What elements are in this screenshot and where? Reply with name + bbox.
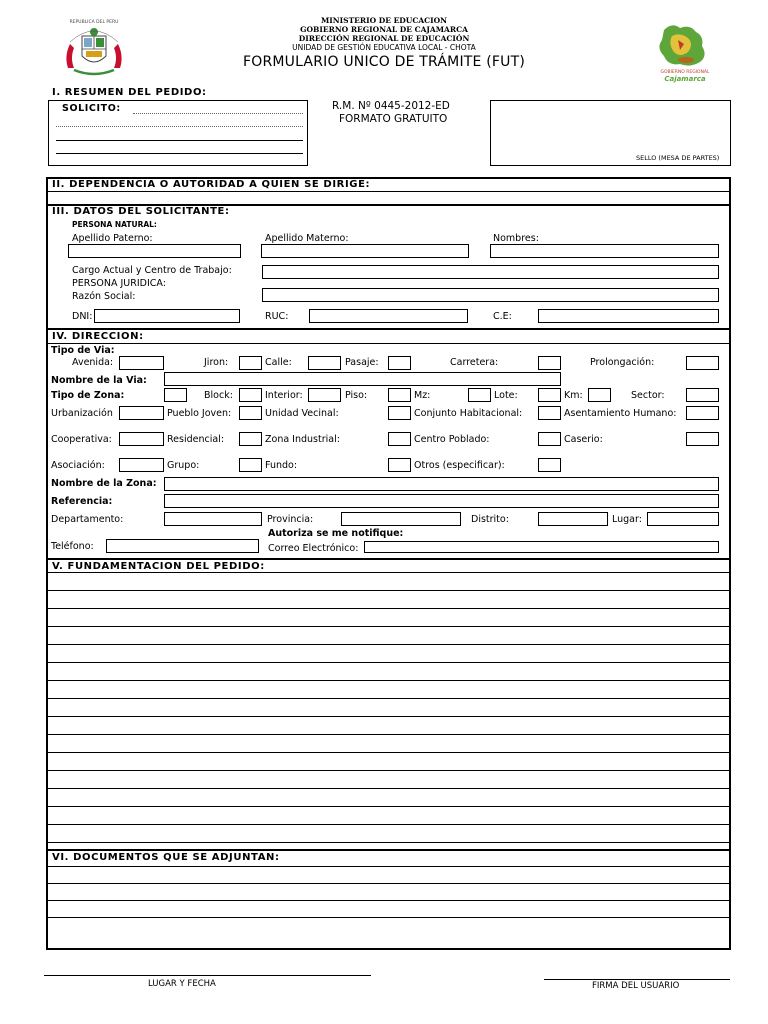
grupo-checkbox[interactable] — [239, 458, 262, 472]
jiron-label: Jiron: — [204, 357, 229, 368]
piso-label: Piso: — [345, 390, 368, 401]
rule-v-end — [47, 849, 730, 851]
section-v-title: V. FUNDAMENTACION DEL PEDIDO: — [52, 561, 265, 572]
cajamarca-region-logo: GOBIERNO REGIONAL Cajamarca — [650, 22, 720, 82]
ruc-field[interactable] — [309, 309, 468, 323]
direction-heading: DIRECCIÓN REGIONAL DE EDUCACIÓN — [298, 34, 470, 43]
calle-label: Calle: — [265, 357, 292, 368]
correo-label: Correo Electrónico: — [268, 543, 359, 554]
km-label: Km: — [564, 390, 583, 401]
zona-industrial-checkbox[interactable] — [388, 432, 411, 446]
block-label: Block: — [204, 390, 233, 401]
autoriza-label: Autoriza se me notifique: — [268, 528, 404, 539]
section-ii-title: II. DEPENDENCIA O AUTORIDAD A QUIEN SE DIRIGE: — [52, 179, 371, 190]
otros-label: Otros (especificar): — [414, 460, 505, 471]
section-iii-title: III. DATOS DEL SOLICITANTE: — [52, 206, 230, 217]
ugel-heading: UNIDAD DE GESTIÓN EDUCATIVA LOCAL - CHOTA — [292, 43, 476, 52]
fundamentacion-writing-line[interactable] — [48, 770, 729, 771]
documentos-writing-line[interactable] — [48, 917, 729, 918]
nombre-zona-field[interactable] — [164, 477, 719, 491]
formato-gratuito: FORMATO GRATUITO — [339, 113, 448, 125]
avenida-checkbox[interactable] — [119, 356, 164, 370]
sello-label: SELLO (MESA DE PARTES) — [636, 154, 720, 162]
asentamiento-humano-checkbox[interactable] — [686, 406, 719, 420]
conjunto-habitacional-label: Conjunto Habitacional: — [414, 408, 523, 419]
fundamentacion-writing-line[interactable] — [48, 824, 729, 825]
caserio-checkbox[interactable] — [686, 432, 719, 446]
fundamentacion-writing-line[interactable] — [48, 572, 729, 573]
nombre-zona-label: Nombre de la Zona: — [51, 478, 157, 489]
nombre-via-label: Nombre de la Via: — [51, 375, 147, 386]
interior-label: Interior: — [265, 390, 303, 401]
distrito-label: Distrito: — [471, 514, 509, 525]
apellido-paterno-field[interactable] — [68, 244, 241, 258]
unidad-vecinal-label: Unidad Vecinal: — [265, 408, 339, 419]
carretera-checkbox[interactable] — [538, 356, 561, 370]
frame-right — [729, 177, 731, 950]
fundamentacion-writing-line[interactable] — [48, 734, 729, 735]
razon-social-label: Razón Social: — [72, 291, 136, 302]
lugar-fecha-line[interactable] — [44, 975, 371, 976]
tipo-zona-checkbox[interactable] — [164, 388, 187, 402]
documentos-writing-line[interactable] — [48, 883, 729, 884]
caserio-label: Caserio: — [564, 434, 603, 445]
block-checkbox[interactable] — [239, 388, 262, 402]
section-vi-title: VI. DOCUMENTOS QUE SE ADJUNTAN: — [52, 852, 280, 863]
gov-heading: GOBIERNO REGIONAL DE CAJAMARCA — [300, 25, 468, 34]
lugar-label: Lugar: — [612, 514, 642, 525]
fundamentacion-writing-line[interactable] — [48, 842, 729, 843]
documentos-writing-line[interactable] — [48, 900, 729, 901]
solicito-line-3[interactable] — [56, 140, 303, 141]
residencial-checkbox[interactable] — [239, 432, 262, 446]
dni-label: DNI: — [72, 311, 93, 322]
rm-number: R.M. Nº 0445-2012-ED — [332, 100, 450, 112]
frame-left — [46, 177, 48, 950]
section-i-title: I. RESUMEN DEL PEDIDO: — [52, 87, 207, 98]
pasaje-label: Pasaje: — [345, 357, 379, 368]
rule-ii — [48, 191, 729, 192]
apellido-materno-field[interactable] — [261, 244, 469, 258]
rule-iv — [48, 343, 729, 344]
form-title: FORMULARIO UNICO DE TRÁMITE (FUT) — [242, 54, 526, 70]
sector-label: Sector: — [631, 390, 665, 401]
jiron-checkbox[interactable] — [239, 356, 262, 370]
departamento-label: Departamento: — [51, 514, 124, 525]
grupo-label: Grupo: — [167, 460, 200, 471]
provincia-field[interactable] — [341, 512, 461, 526]
persona-natural-label: PERSONA NATURAL: — [72, 220, 157, 229]
cargo-field[interactable] — [262, 265, 719, 279]
asociacion-label: Asociación: — [51, 460, 105, 471]
fundamentacion-writing-line[interactable] — [48, 806, 729, 807]
zona-industrial-label: Zona Industrial: — [265, 434, 340, 445]
lote-label: Lote: — [494, 390, 518, 401]
lugar-fecha-label: LUGAR Y FECHA — [148, 979, 216, 989]
mz-label: Mz: — [414, 390, 431, 401]
sector-checkbox[interactable] — [686, 388, 719, 402]
ministry-heading: MINISTERIO DE EDUCACION — [320, 16, 448, 25]
pueblo-joven-label: Pueblo Joven: — [167, 408, 232, 419]
prolongacion-label: Prolongación: — [590, 357, 655, 368]
asentamiento-humano-label: Asentamiento Humano: — [564, 408, 677, 419]
referencia-label: Referencia: — [51, 496, 113, 507]
persona-juridica-label: PERSONA JURIDICA: — [72, 278, 166, 289]
solicito-line-1[interactable] — [133, 113, 303, 114]
fundamentacion-writing-line[interactable] — [48, 698, 729, 699]
firma-label: FIRMA DEL USUARIO — [592, 981, 680, 991]
referencia-field[interactable] — [164, 494, 719, 508]
solicito-line-2[interactable] — [56, 126, 303, 127]
calle-checkbox[interactable] — [308, 356, 341, 370]
rule-vi-end — [47, 948, 730, 950]
pueblo-joven-checkbox[interactable] — [239, 406, 262, 420]
tipo-via-label: Tipo de Via: — [51, 345, 115, 356]
fundamentacion-writing-line[interactable] — [48, 752, 729, 753]
rule-iii-end — [47, 328, 730, 330]
avenida-label: Avenida: — [72, 357, 114, 368]
fundo-checkbox[interactable] — [388, 458, 411, 472]
piso-checkbox[interactable] — [388, 388, 411, 402]
cargo-label: Cargo Actual y Centro de Trabajo: — [72, 265, 232, 276]
mz-checkbox[interactable] — [468, 388, 491, 402]
unidad-vecinal-checkbox[interactable] — [388, 406, 411, 420]
lugar-field[interactable] — [647, 512, 719, 526]
dni-field[interactable] — [94, 309, 240, 323]
urbanizacion-label: Urbanización — [51, 408, 113, 419]
tipo-zona-label: Tipo de Zona: — [51, 390, 125, 401]
solicito-label: SOLICITO: — [62, 103, 121, 114]
prolongacion-checkbox[interactable] — [686, 356, 719, 370]
fundamentacion-writing-line[interactable] — [48, 608, 729, 609]
otros-checkbox[interactable] — [538, 458, 561, 472]
rule-iv-end — [47, 558, 730, 560]
fundo-label: Fundo: — [265, 460, 298, 471]
correo-field[interactable] — [364, 541, 719, 553]
apellido-paterno-label: Apellido Paterno: — [72, 233, 153, 244]
conjunto-habitacional-checkbox[interactable] — [538, 406, 561, 420]
ce-field[interactable] — [538, 309, 719, 323]
telefono-field[interactable] — [106, 539, 259, 553]
apellido-materno-label: Apellido Materno: — [265, 233, 349, 244]
nombres-field[interactable] — [490, 244, 719, 258]
ruc-label: RUC: — [265, 311, 289, 322]
documentos-writing-line[interactable] — [48, 866, 729, 867]
fundamentacion-writing-line[interactable] — [48, 716, 729, 717]
nombre-via-field[interactable] — [164, 372, 561, 386]
fundamentacion-writing-line[interactable] — [48, 680, 729, 681]
cooperativa-checkbox[interactable] — [119, 432, 164, 446]
fundamentacion-writing-line[interactable] — [48, 644, 729, 645]
fundamentacion-writing-line[interactable] — [48, 788, 729, 789]
fundamentacion-writing-line[interactable] — [48, 662, 729, 663]
interior-checkbox[interactable] — [308, 388, 341, 402]
centro-poblado-checkbox[interactable] — [538, 432, 561, 446]
ce-label: C.E: — [493, 311, 512, 322]
departamento-field[interactable] — [164, 512, 262, 526]
residencial-label: Residencial: — [167, 434, 225, 445]
nombres-label: Nombres: — [493, 233, 539, 244]
peru-coat-of-arms-logo: REPUBLICA DEL PERU — [60, 22, 128, 80]
km-checkbox[interactable] — [588, 388, 611, 402]
asociacion-checkbox[interactable] — [119, 458, 164, 472]
section-iv-title: IV. DIRECCION: — [52, 331, 144, 342]
razon-social-field[interactable] — [262, 288, 719, 302]
pasaje-checkbox[interactable] — [388, 356, 411, 370]
fundamentacion-writing-line[interactable] — [48, 626, 729, 627]
telefono-label: Teléfono: — [51, 541, 94, 552]
fundamentacion-writing-line[interactable] — [48, 590, 729, 591]
provincia-label: Provincia: — [267, 514, 314, 525]
centro-poblado-label: Centro Poblado: — [414, 434, 490, 445]
urbanizacion-checkbox[interactable] — [119, 406, 164, 420]
carretera-label: Carretera: — [450, 357, 499, 368]
firma-line[interactable] — [544, 979, 730, 980]
solicito-line-4[interactable] — [56, 153, 303, 154]
lote-checkbox[interactable] — [538, 388, 561, 402]
distrito-field[interactable] — [538, 512, 608, 526]
cooperativa-label: Cooperativa: — [51, 434, 112, 445]
